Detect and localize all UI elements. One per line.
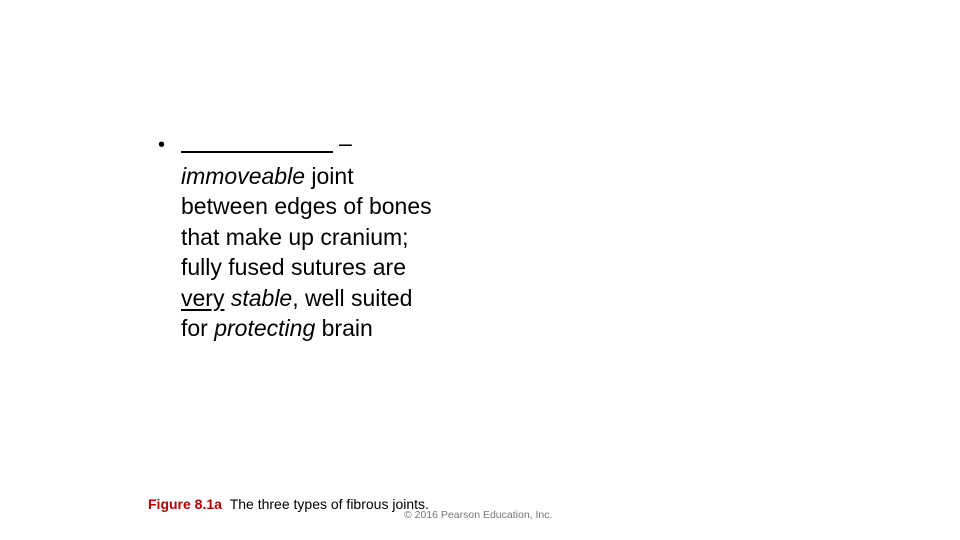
bullet-line-5: fully fused sutures are xyxy=(181,254,407,280)
text-well-suited: , well suited xyxy=(292,284,413,311)
term-stable: stable xyxy=(230,284,293,311)
bullet-line-4: that make up cranium; xyxy=(181,223,409,250)
bullet-dash: – xyxy=(339,130,352,156)
text-for: for xyxy=(181,315,215,341)
bullet-line-6 xyxy=(158,283,498,314)
bullet-dot-icon: • xyxy=(158,134,166,156)
copyright-notice: © 2016 Pearson Education, Inc. xyxy=(404,509,553,521)
bullet-line-2 xyxy=(158,161,498,192)
term-very: very xyxy=(181,284,225,311)
figure-caption-text: The three types of fibrous joints. xyxy=(229,496,429,512)
figure-label: Figure 8.1a xyxy=(148,496,222,512)
fill-in-blank xyxy=(181,151,333,153)
bullet-line-3: between edges of bones xyxy=(181,193,432,219)
term-immoveable: immoveable xyxy=(181,162,305,189)
text-joint: joint xyxy=(305,162,354,189)
bullet-first-line xyxy=(158,128,498,161)
bullet-text-block xyxy=(158,128,498,344)
text-brain: brain xyxy=(315,315,373,341)
bullet-line-7 xyxy=(158,313,498,344)
term-protecting: protecting xyxy=(214,315,316,341)
figure-caption xyxy=(148,495,429,513)
